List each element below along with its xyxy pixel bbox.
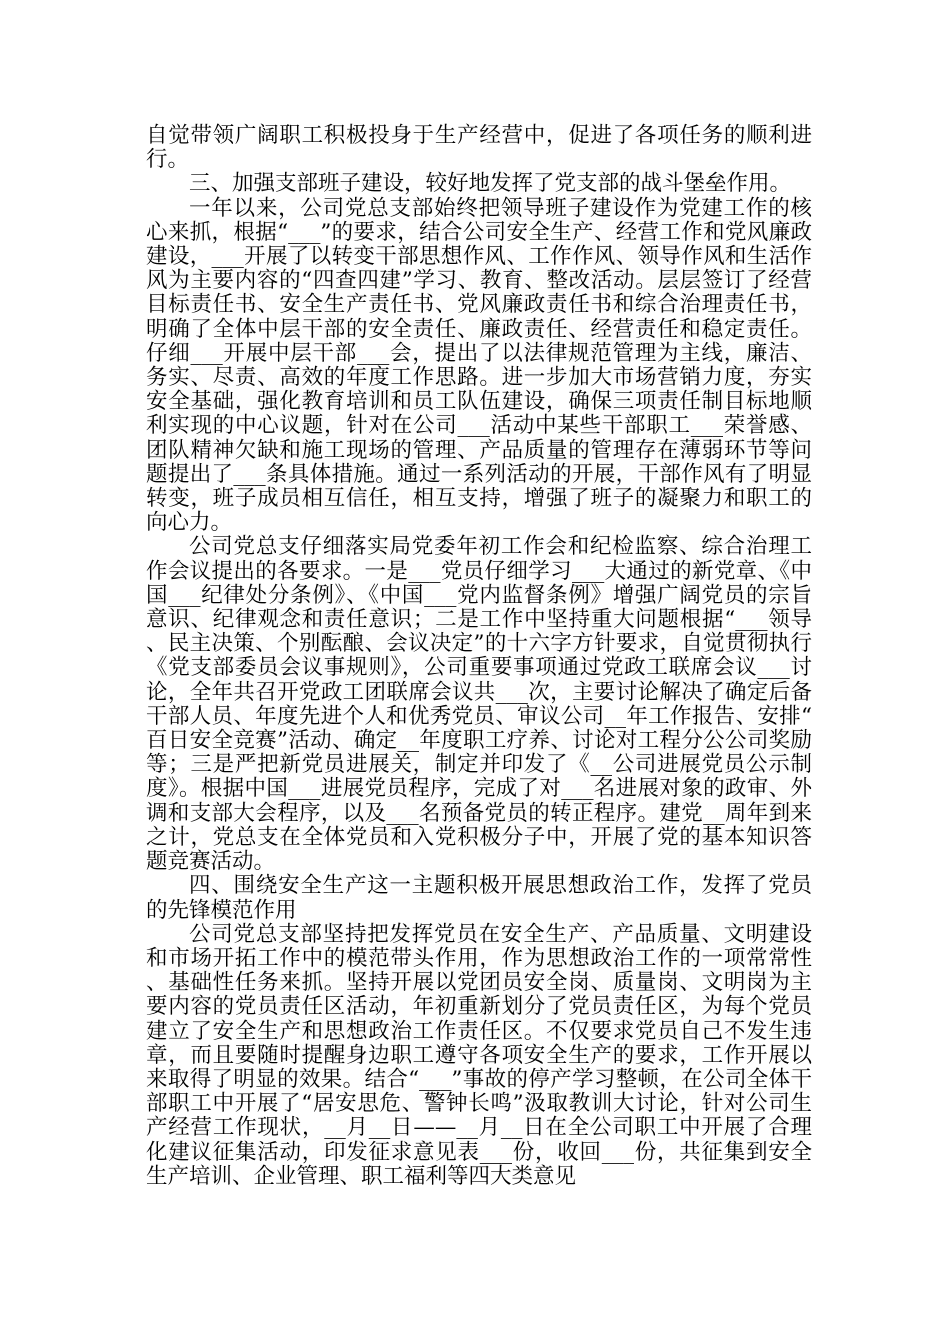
paragraph-safety-production: 公司党总支部坚持把发挥党员在安全生产、产品质量、文明建设和市场开拓工作中的模范带头作用，作为思想政治工作的一项常常性、基础性任务来抓。坚持开展以党团员安全岗、质量岗、文明岗为主要内容的党员责任区活动，年初重新划分了党员责任区，为每个党员建立了安全生产和思想政治工作责任区。不仅要求党员自己不发生违章，而且要随时提醒身边职工遵守各项安全生产的要求，工作开展以来取得了明显的效果。结合“___”事故的停产学习整顿，在公司全体干部职工中开展了“居安思危、警钟长鸣”汲取教训大讨论，针对公司生产经营工作现状，__月__日——__月__日在全公司职工中开展了合理化建议征集活动，印发征求意见表___份，收回___份，共征集到安全生产培训、企业管理、职工福利等四大类意见 [146, 921, 812, 1189]
section-heading-four: 四、围绕安全生产这一主题积极开展思想政治工作，发挥了党员的先锋模范作用 [146, 873, 812, 923]
section-heading-three: 三、加强支部班子建设，较好地发挥了党支部的战斗堡垒作用。 [189, 171, 792, 197]
paragraph-continuation: 自觉带领广阔职工积极投身于生产经营中，促进了各项任务的顺利进行。 [146, 123, 812, 173]
paragraph-party-discipline: 公司党总支仔细落实局党委年初工作会和纪检监察、综合治理工作会议提出的各要求。一是___党员仔细学习___大通过的新党章、《中国___纪律处分条例》、《中国___党内监督条例》增强广阔党员的宗旨意识、纪律观念和责任意识；二是工作中坚持重大问题根据“___领导、民主决策、个别酝酿、会议决定”的十六字方针要求，自觉贯彻执行《党支部委员会议事规则》，公司重要事项通过党政工联席会议___讨论，全年共召开党政工团联席会议共___次，主要讨论解决了确定后备干部人员、年度先进个人和优秀党员、审议公司__年工作报告、安排“百日安全竞赛”活动、确定__年度职工疗养、讨论对工程分公公司奖励等；三是严把新党员进展关，制定并印发了《__公司进展党员公示制度》。根据中国___进展党员程序，完成了对___名进展对象的政审、外调和支部大会程序，以及___名预备党员的转正程序。建党__周年到来之计，党总支在全体党员和入党积极分子中，开展了党的基本知识答题竞赛活动。 [146, 534, 812, 875]
paragraph-leadership-building: 一年以来，公司党总支部始终把领导班子建设作为党建工作的核心来抓，根据“___”的要求，结合公司安全生产、经营工作和党风廉政建设，___开展了以转变干部思想作风、工作作风、领导作风和生活作风为主要内容的“四查四建”学习、教育、整改活动。层层签订了经营目标责任书、安全生产责任书、党风廉政责任书和综合治理责任书，明确了全体中层干部的安全责任、廉政责任、经营责任和稳定责任。仔细___开展中层干部___会，提出了以法律规范管理为主线，廉洁、务实、尽责、高效的年度工作思路。进一步加大市场营销力度，夯实安全基础，强化教育培训和员工队伍建设，确保三项责任制目标地顺利实现的中心议题，针对在公司___活动中某些干部职工___荣誉感、团队精神欠缺和施工现场的管理、产品质量的管理存在薄弱环节等问题提出了___条具体措施。通过一系列活动的开展，干部作风有了明显转变，班子成员相互信任，相互支持，增强了班子的凝聚力和职工的向心力。 [146, 195, 812, 536]
document-body [146, 124, 812, 1189]
